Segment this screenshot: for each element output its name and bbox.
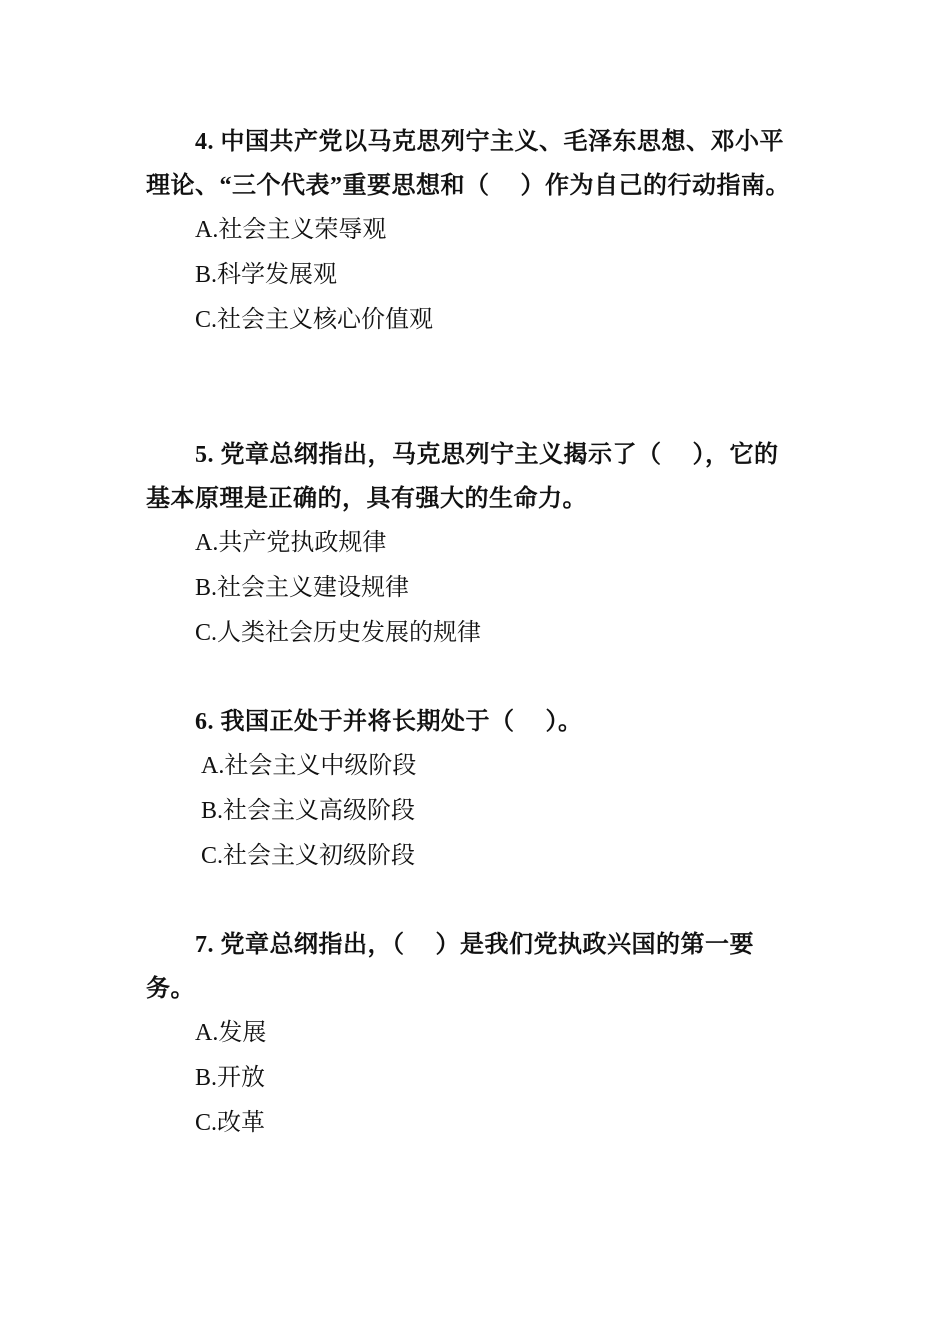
question-stem: 7. 党章总纲指出，（ ）是我们党执政兴国的第一要务。 [146, 932, 754, 1002]
option-b: B.社会主义建设规律 [195, 575, 410, 601]
option-a: A.社会主义荣辱观 [195, 217, 387, 243]
option-c: C.社会主义初级阶段 [201, 843, 416, 869]
question-4 [146, 120, 796, 343]
option-b: B.科学发展观 [195, 262, 338, 288]
option-b: B.社会主义高级阶段 [201, 798, 416, 824]
option-c: C.人类社会历史发展的规律 [195, 620, 482, 646]
option-list [146, 521, 796, 656]
question-5 [146, 433, 796, 656]
option-c: C.社会主义核心价值观 [195, 307, 434, 333]
option-a: A.社会主义中级阶段 [201, 753, 417, 779]
option-c: C.改革 [195, 1110, 266, 1136]
question-7 [146, 923, 796, 1146]
question-stem: 5. 党章总纲指出，马克思列宁主义揭示了（ ），它的基本原理是正确的，具有强大的生命力。 [146, 442, 779, 512]
question-stem: 4. 中国共产党以马克思列宁主义、毛泽东思想、邓小平理论、“三个代表”重要思想和（ ）作为自己的行动指南。 [146, 129, 790, 199]
option-list [146, 1011, 796, 1146]
option-b: B.开放 [195, 1065, 266, 1091]
option-list [146, 208, 796, 343]
option-list [146, 744, 796, 879]
question-6 [146, 700, 796, 879]
option-a: A.共产党执政规律 [195, 530, 387, 556]
question-stem: 6. 我国正处于并将长期处于（ ）。 [195, 709, 583, 735]
option-a: A.发展 [195, 1020, 267, 1046]
